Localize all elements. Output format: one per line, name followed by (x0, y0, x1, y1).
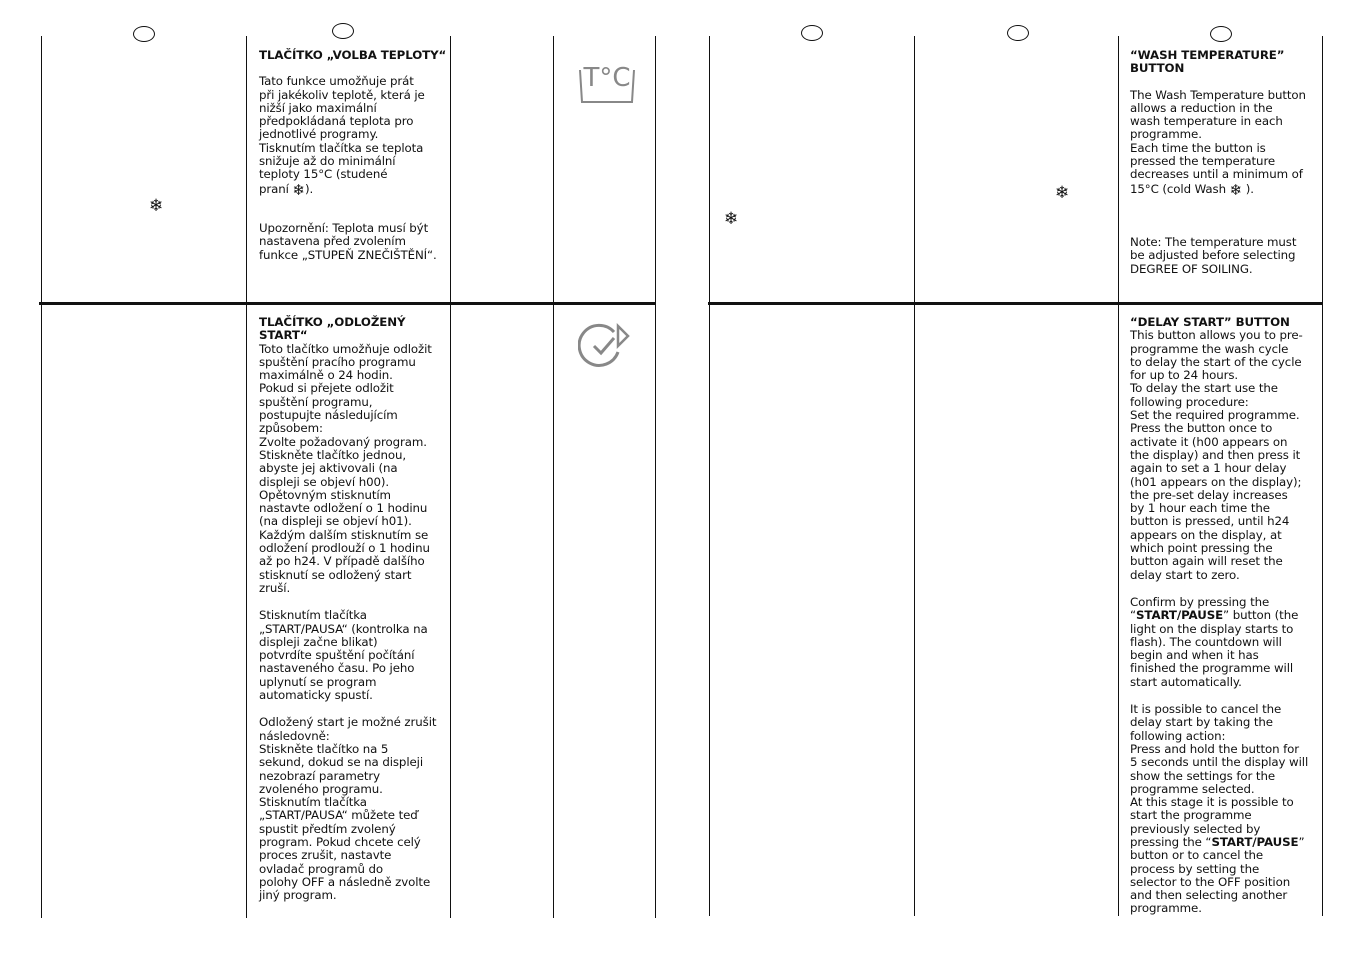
temperature-icon-label: T°C (583, 63, 631, 93)
section-body (259, 74, 447, 199)
temperature-icon (576, 58, 638, 106)
column-divider (655, 36, 656, 918)
snowflake-icon: ❄ (724, 209, 739, 229)
delay-start-section-cz (259, 316, 449, 902)
language-marker-oval (1007, 25, 1029, 41)
paragraph-text: ” button or to cancel the process by setting the selector to the OFF position and then selecting another programme. (1130, 834, 1305, 916)
temperature-section-en (1130, 49, 1320, 276)
section-body-end: ). (304, 181, 314, 196)
section-paragraph (1130, 596, 1320, 689)
temperature-section-cz (259, 49, 447, 262)
section-paragraph: Odložený start je možné zrušit následovně: Stiskněte tlačítko na 5 sekund, dokud se na displeji nezobrazí parametry zvoleného programu. Stisknutím tlačítka „START/PAUSA“ můžete teď spustit předtím zvolený program. Pokud chcete celý proces zrušit, nastavte ovladač programů do polohy OFF a následně zvolte jiný program. (259, 715, 437, 903)
start-pause-label: START/PAUSE (1136, 608, 1224, 623)
section-divider (39, 302, 656, 305)
delay-start-section-en (1130, 316, 1320, 916)
column-divider (450, 36, 451, 918)
language-marker-oval (1210, 26, 1232, 42)
snowflake-icon: ❄ (292, 180, 305, 199)
section-title: “DELAY START” BUTTON (1130, 315, 1290, 329)
section-note: Note: The temperature must be adjusted before selecting DEGREE OF SOILING. (1130, 234, 1297, 276)
section-body (1130, 87, 1320, 199)
section-title: “WASH TEMPERATURE” BUTTON (1130, 48, 1285, 76)
snowflake-icon: ❄ (1229, 180, 1243, 199)
column-divider (553, 36, 554, 918)
column-divider (709, 36, 710, 916)
section-paragraph: Toto tlačítko umožňuje odložit spuštění pracího programu maximálně o 24 hodin. Pokud si přejete odložit spuštění programu, postupujte následujícím způsobem: Zvolte požadovaný program. Stiskněte tlačítko jednou, abyste jej aktivovali (na displeji se objeví h00). Opětovným stisknutím nastavte odložení o 1 hodinu (na displeji se objeví h01). Každým dalším stisknutím se odložení prodlouží o 1 hodinu až po h24. V případě dalšího stisknutí se odložený start zruší. (259, 341, 432, 595)
start-pause-label: START/PAUSE (1211, 834, 1299, 849)
section-body-text: Tato funkce umožňuje prát při jakékoliv teplotě, která je nižší jako maximální předpokládaná teplota pro jednotlivé programy. Tisknutím tlačítka se teplota snižuje až do minimální teploty 15°C (studené praní (259, 74, 425, 196)
snowflake-icon: ❄ (149, 196, 164, 216)
language-marker-oval (332, 23, 354, 39)
column-divider (1118, 36, 1119, 916)
column-divider (246, 36, 247, 918)
language-marker-oval (801, 25, 823, 41)
section-note: Upozornění: Teplota musí být nastavena před zvolením funkce „STUPEŇ ZNEČIŠTĚNÍ“. (259, 220, 437, 262)
delay-start-icon (578, 320, 634, 370)
section-body-text: The Wash Temperature button allows a reduction in the wash temperature in each programme. Each time the button is pressed the temperature decreases until a minimum of 15°C (cold Wash (1130, 87, 1306, 196)
column-divider (1322, 36, 1323, 916)
paragraph-text: It is possible to cancel the delay start by taking the following action: Press and hold the button for 5 seconds until the display will show the settings for the programme selected. At this stage it is possible to start the programme previously selected by pressing the “ (1130, 702, 1309, 849)
section-paragraph: Stisknutím tlačítka „START/PAUSA“ (kontrolka na displeji začne blikat) potvrdíte spuštění počítání nastaveného času. Po jeho uplynutí se program automaticky spustí. (259, 608, 428, 703)
column-divider (41, 36, 42, 918)
section-paragraph: This button allows you to pre- programme the wash cycle to delay the start of the cycle for up to 24 hours. To delay the start use the following procedure: Set the required programme. Press the button once to activate it (h00 appears on the display) and then press it again to set a 1 hour delay (h01 appears on the display); the pre-set delay increases by 1 hour each time the button is pressed, until h24 appears on the display, at which point pressing the button again will reset the delay start to zero. (1130, 328, 1303, 582)
section-divider (708, 302, 1323, 305)
paragraph-text: ” button (the light on the display starts to flash). The countdown will begin and when it has finished the programme will start automatically. (1130, 608, 1299, 689)
section-title: TLAČÍTKO „ODLOŽENÝ START“ (259, 315, 406, 343)
paragraph-text: Confirm by pressing the “ (1130, 594, 1270, 623)
section-body-end: ). (1245, 181, 1254, 196)
section-paragraph (1130, 703, 1320, 916)
column-divider (914, 36, 915, 916)
language-marker-oval (133, 26, 155, 42)
snowflake-icon: ❄ (1055, 183, 1070, 203)
section-title: TLAČÍTKO „VOLBA TEPLOTY“ (259, 48, 447, 62)
